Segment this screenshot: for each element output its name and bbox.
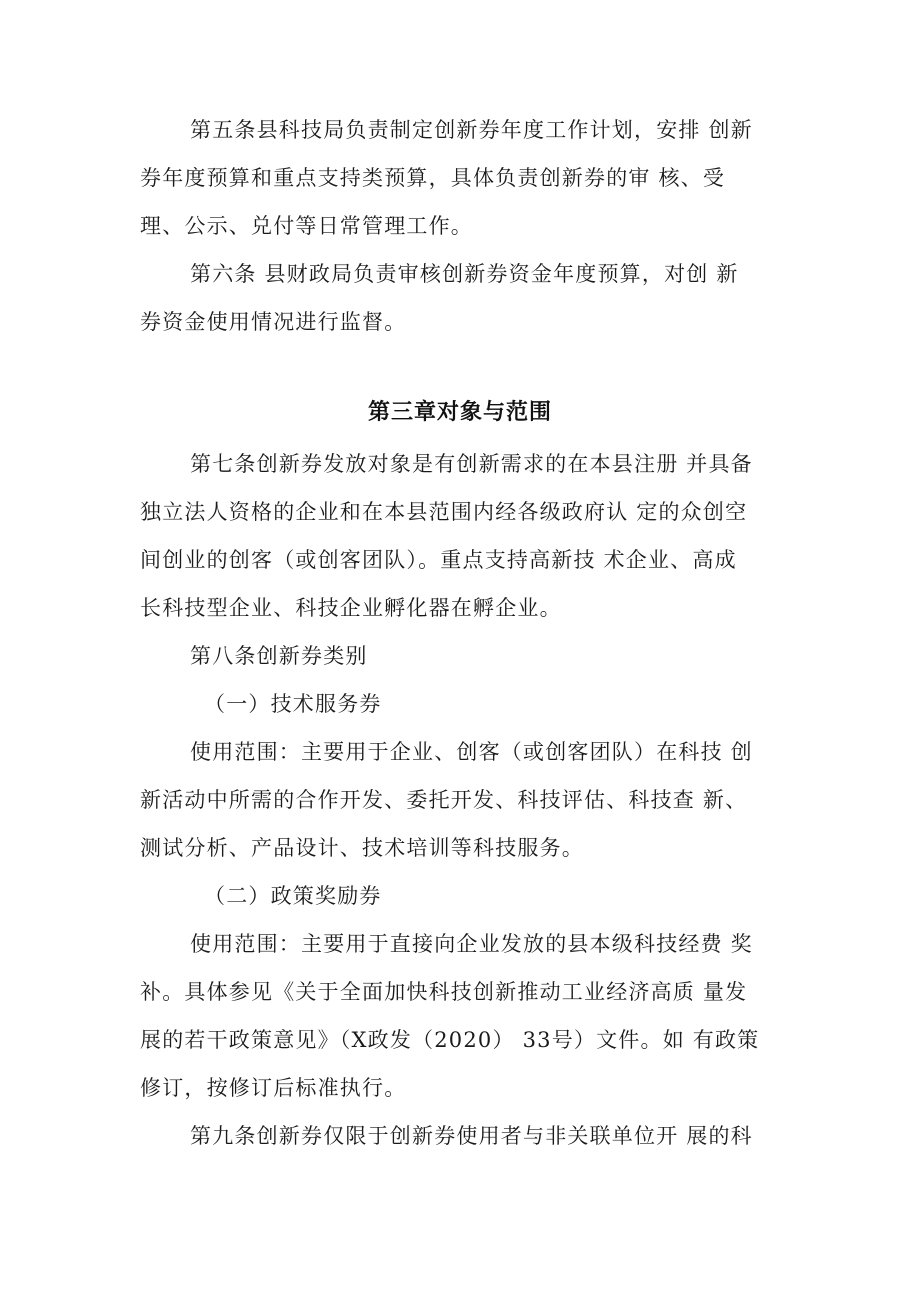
article-5-line-1: 第五条县科技局负责制定创新券年度工作计划，安排 创新 bbox=[190, 118, 753, 142]
item-2-title: （二）政策奖励券 bbox=[204, 884, 382, 908]
chapter-3-heading: 第三章对象与范围 bbox=[367, 400, 552, 425]
article-9-line-1: 第九条创新券仅限于创新券使用者与非关联单位开 展的科 bbox=[190, 1124, 753, 1148]
item-2-scope-line-3: 展的若干政策意见》（X政发（2020） 33号）文件。如 有政策 bbox=[140, 1028, 760, 1052]
article-7-line-1: 第七条创新券发放对象是有创新需求的在本县注册 并具备 bbox=[190, 452, 753, 476]
item-2-scope-line-1: 使用范围：主要用于直接向企业发放的县本级科技经费 奖 bbox=[190, 932, 753, 956]
article-8-title: 第八条创新券类别 bbox=[190, 644, 368, 668]
item-1-scope-line-3: 测试分析、产品设计、技术培训等科技服务。 bbox=[140, 836, 584, 860]
article-7-line-3: 间创业的创客（或创客团队）。重点支持高新技 术企业、高成 bbox=[140, 548, 737, 572]
article-5-line-3: 理、公示、兑付等日常管理工作。 bbox=[140, 214, 473, 238]
article-6-line-1: 第六条 县财政局负责审核创新券资金年度预算，对创 新 bbox=[190, 262, 739, 286]
item-1-scope-line-2: 新活动中所需的合作开发、委托开发、科技评估、科技查 新、 bbox=[140, 788, 748, 812]
item-1-title: （一）技术服务券 bbox=[204, 692, 382, 716]
article-5-line-2: 券年度预算和重点支持类预算，具体负责创新券的审 核、受 bbox=[140, 166, 726, 190]
item-1-scope-line-1: 使用范围：主要用于企业、创客（或创客团队）在科技 创 bbox=[190, 740, 753, 764]
article-7-line-2: 独立法人资格的企业和在本县范围内经各级政府认 定的众创空 bbox=[140, 500, 748, 524]
item-2-scope-line-4: 修订，按修订后标准执行。 bbox=[140, 1076, 407, 1100]
article-6-line-2: 券资金使用情况进行监督。 bbox=[140, 310, 407, 334]
item-2-scope-line-2: 补。具体参见《关于全面加快科技创新推动工业经济高质 量发 bbox=[140, 980, 748, 1004]
article-7-line-4: 长科技型企业、科技企业孵化器在孵企业。 bbox=[140, 596, 562, 620]
